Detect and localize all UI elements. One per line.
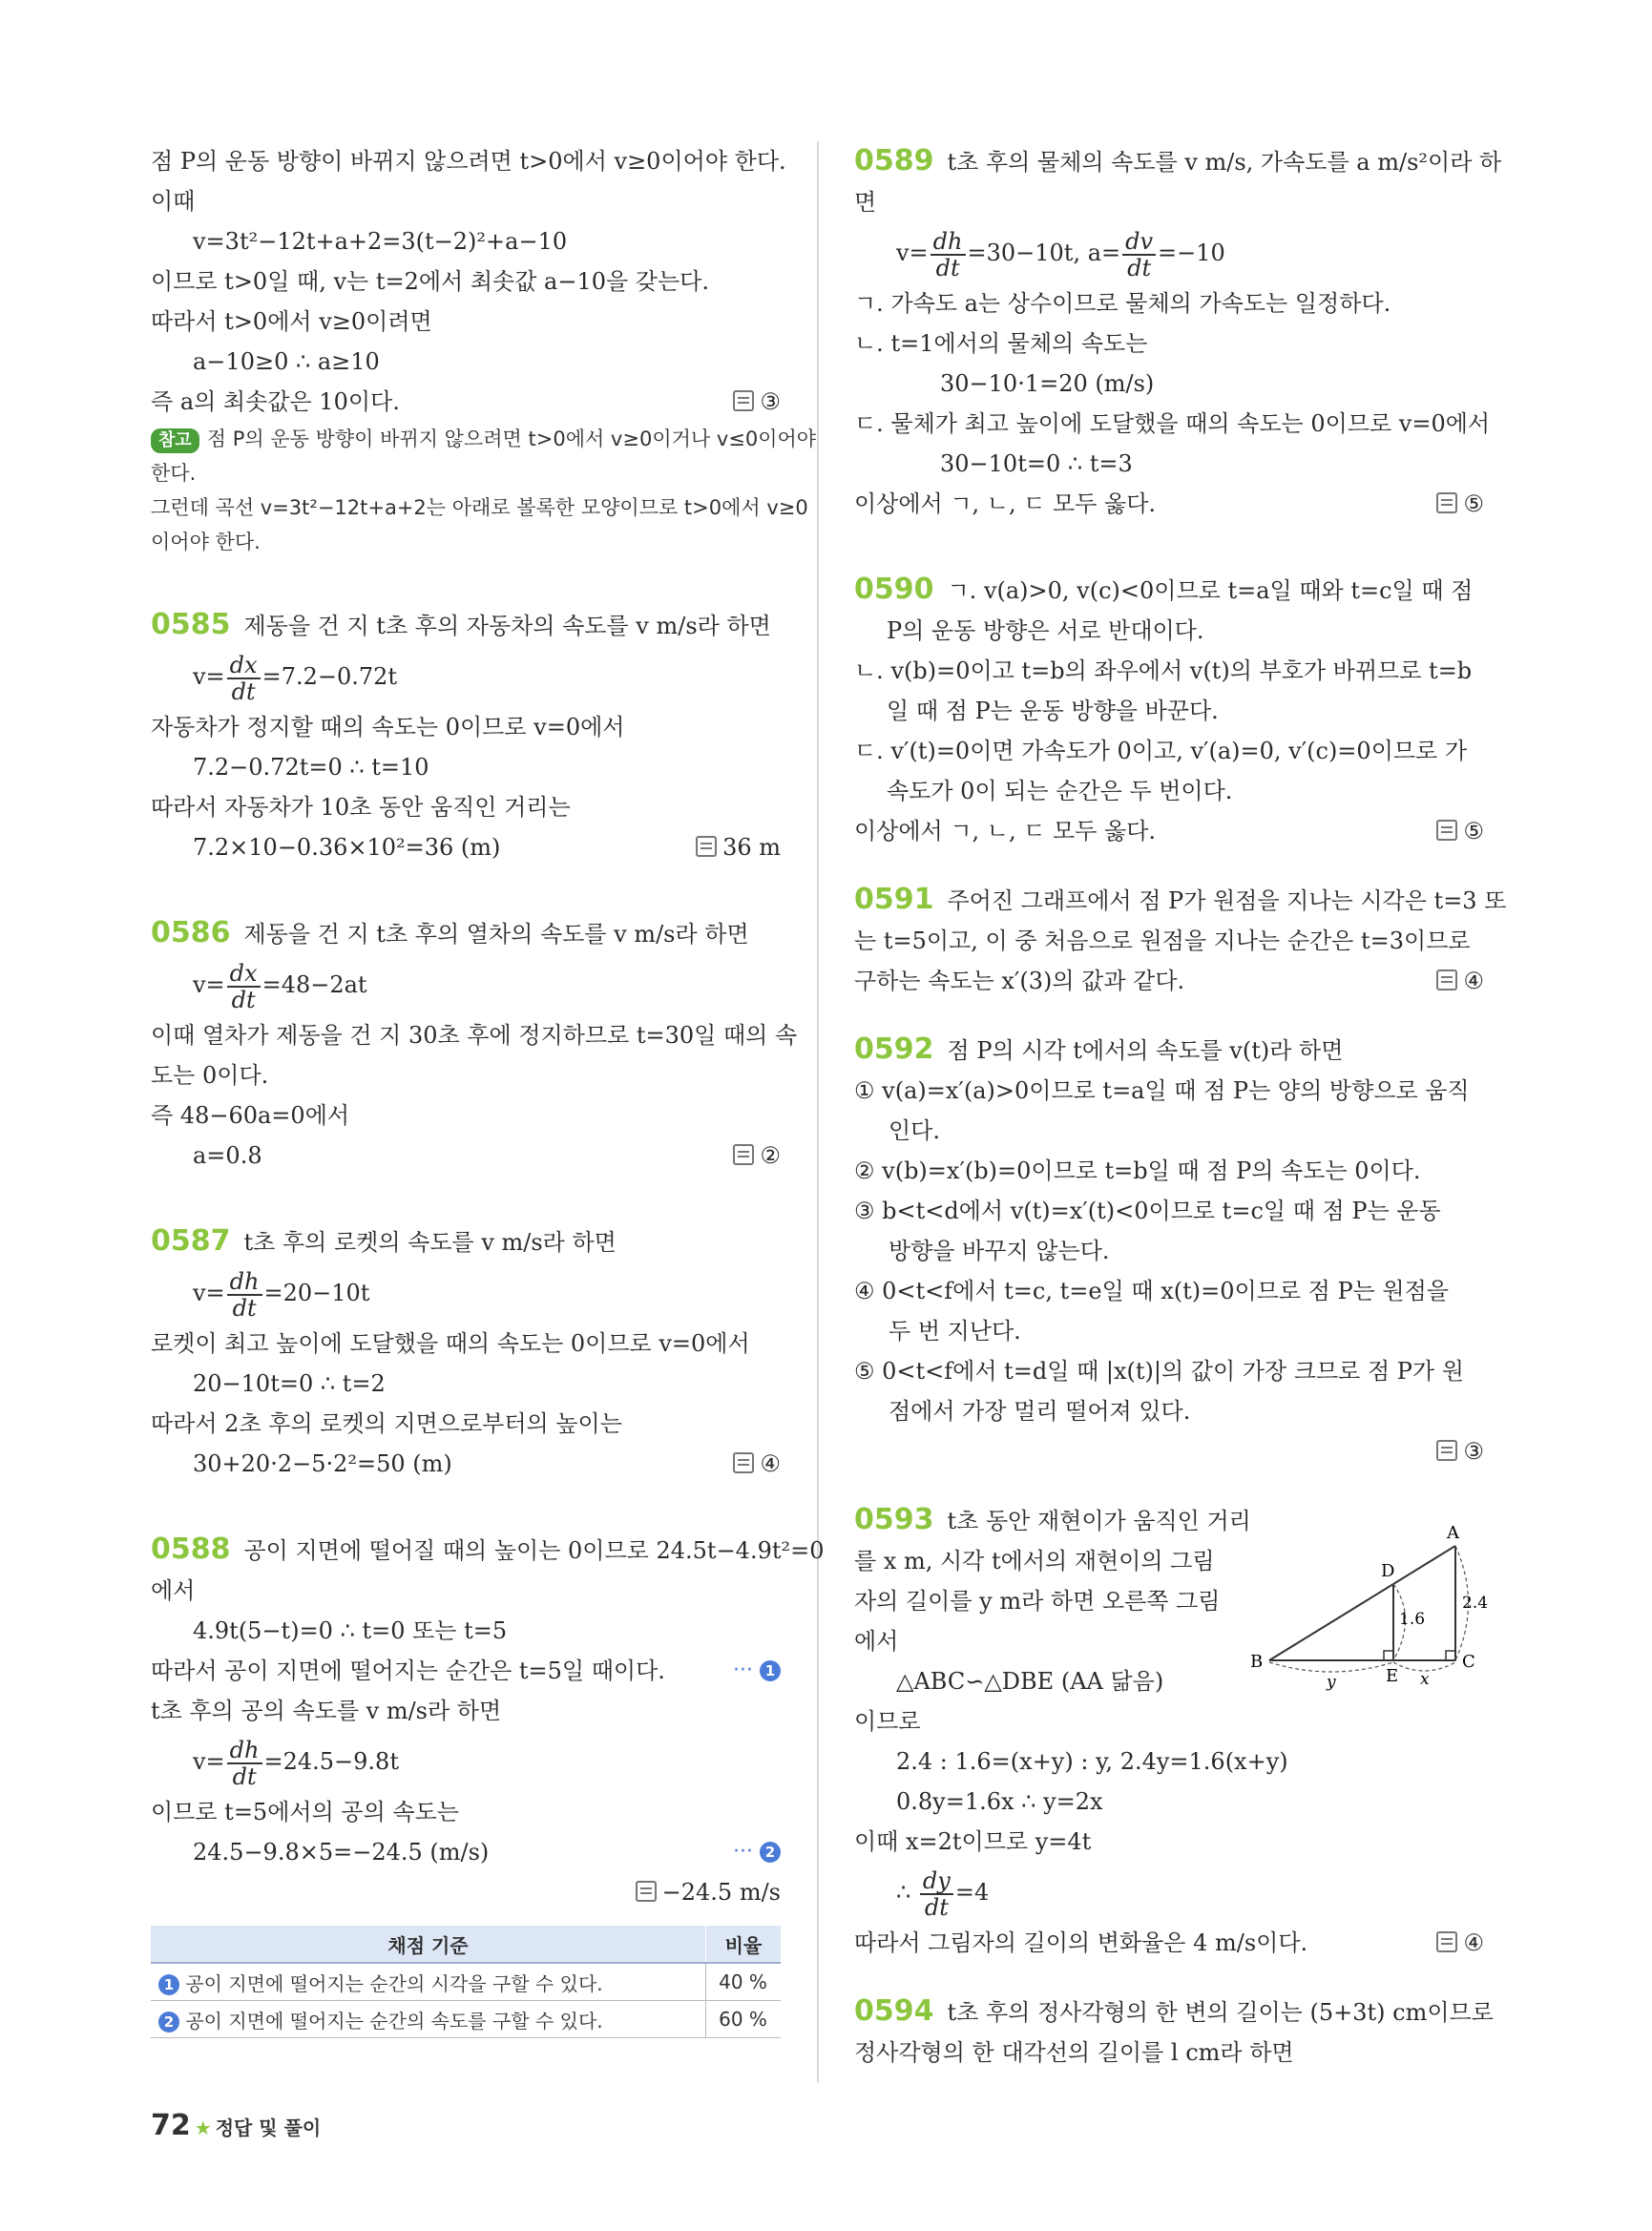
problem-text: 제동을 건 지 t초 후의 열차의 속도를 v m/s라 하면	[243, 921, 749, 948]
problem-0585-formula	[151, 646, 781, 707]
problem-0593-line: 이므로	[854, 1708, 921, 1735]
answer-mark	[733, 1136, 781, 1176]
problem-0589-line: ㄴ. t=1에서의 물체의 속도는	[854, 330, 1148, 357]
label-y: y	[1327, 1673, 1336, 1692]
answer-icon	[733, 1144, 754, 1165]
problem-text: 주어진 그래프에서 점 P가 원점을 지나는 시각은 t=3 또	[947, 887, 1507, 914]
problem-0593-line: 자의 길이를 y m라 하면 오른쪽 그림	[854, 1588, 1221, 1615]
problem-text: t초 후의 로켓의 속도를 v m/s라 하면	[243, 1229, 617, 1256]
ratio-cell: 60 %	[706, 2001, 782, 2038]
hypotenuse-line	[1269, 1546, 1455, 1660]
problem-0593-line: △ABC∽△DBE (AA 닮음)	[896, 1668, 1164, 1695]
problem-text: 이상에서 ㄱ, ㄴ, ㄷ 모두 옳다.	[854, 818, 1157, 844]
problem-0592-line: ④ 0<t<f에서 t=c, t=e일 때 x(t)=0이므로 점 P는 원점을	[854, 1278, 1449, 1304]
problem-0586-line: 도는 0이다.	[151, 1062, 269, 1089]
problem-0591-header	[854, 880, 1507, 921]
fraction-denominator: dt	[231, 986, 256, 1013]
fraction-denominator: dt	[231, 678, 256, 705]
problem-text: 구하는 속도는 x′(3)의 값과 같다.	[854, 968, 1185, 994]
answer-value: ⑤	[1463, 490, 1484, 517]
criteria-text: 공이 지면에 떨어지는 순간의 속도를 구할 수 있다.	[185, 2009, 603, 2033]
formula-rhs: =−10	[1158, 240, 1225, 266]
formula-rhs: =20−10t	[263, 1280, 370, 1306]
label-e: E	[1386, 1666, 1399, 1686]
formula-rhs: =24.5−9.8t	[263, 1748, 399, 1775]
formula-lhs: v=	[193, 1748, 225, 1775]
intro-line-7	[151, 382, 781, 422]
problem-0587-formula	[151, 1262, 781, 1324]
answer-icon	[636, 1881, 657, 1902]
fraction-numerator: dh	[931, 229, 966, 256]
criteria-cell	[151, 1963, 706, 2001]
problem-0592-answer-line	[854, 1431, 1484, 1471]
answer-value: 36 m	[722, 834, 781, 861]
page-footer	[151, 2109, 321, 2142]
problem-0590-line: 일 때 점 P는 운동 방향을 바꾼다.	[887, 698, 1219, 724]
problem-0592-line: 점에서 가장 멀리 떨어져 있다.	[889, 1398, 1191, 1425]
problem-0586-header	[151, 913, 781, 954]
problem-0589-line: 30−10·1=20 (m/s)	[940, 370, 1155, 397]
criteria-number: 2	[158, 2012, 179, 2033]
formula-lhs: v=	[193, 1280, 225, 1306]
fraction-denominator: dt	[935, 254, 960, 281]
fraction-denominator: dt	[232, 1762, 257, 1790]
problem-0592-line: ③ b<t<d에서 v(t)=x′(t)<0이므로 t=c일 때 점 P는 운동	[854, 1198, 1441, 1224]
problem-text: ㄱ. v(a)>0, v(c)<0이므로 t=a일 때와 t=c일 때 점	[947, 577, 1474, 604]
problem-0586-line	[151, 1136, 781, 1176]
criteria-number: 1	[158, 1974, 179, 1995]
intro-conclusion: 즉 a의 최솟값은 10이다.	[151, 388, 400, 415]
similar-triangles-figure	[1241, 1517, 1498, 1699]
problem-0594-line: 정사각형의 한 대각선의 길이를 l cm라 하면	[854, 2039, 1294, 2066]
label-d: D	[1381, 1561, 1395, 1581]
problem-0589-header	[854, 141, 1502, 182]
fraction	[920, 1868, 953, 1920]
problem-0588-answer-line	[151, 1872, 781, 1912]
problem-0588-formula	[151, 1731, 781, 1792]
note-text: 점 P의 운동 방향이 바뀌지 않으려면 t>0에서 v≥0이거나 v≤0이어야	[206, 427, 817, 450]
problem-number: 0593	[854, 1503, 934, 1536]
problem-0592-line: 방향을 바꾸지 않는다.	[889, 1238, 1110, 1264]
step-marker-1	[733, 1651, 781, 1691]
answer-value: ④	[1463, 968, 1484, 994]
problem-0587-line	[151, 1444, 781, 1484]
answer-mark	[1436, 1431, 1484, 1471]
problem-number: 0585	[151, 608, 231, 641]
step-arrow: ···	[733, 1840, 753, 1864]
problem-0592-line: ⑤ 0<t<f에서 t=d일 때 |x(t)|의 값이 가장 크므로 점 P가 원	[854, 1358, 1464, 1385]
answer-icon	[1436, 492, 1457, 513]
footer-title: 정답 및 풀이	[215, 2116, 322, 2139]
right-angle-mark-e	[1384, 1651, 1393, 1660]
step-number: 2	[760, 1842, 781, 1863]
label-x: x	[1420, 1670, 1430, 1689]
fraction-numerator: dy	[920, 1868, 953, 1895]
problem-text: 이상에서 ㄱ, ㄴ, ㄷ 모두 옳다.	[854, 490, 1157, 517]
criteria-header: 채점 기준	[151, 1926, 706, 1963]
problem-0588-line	[151, 1832, 781, 1872]
problem-0588-line: 4.9t(5−t)=0 ∴ t=0 또는 t=5	[193, 1617, 508, 1644]
problem-number: 0586	[151, 916, 231, 949]
answer-value: ③	[760, 388, 781, 415]
answer-icon	[733, 390, 754, 411]
fraction-denominator: dt	[1127, 254, 1152, 281]
note-line-2: 한다.	[151, 462, 197, 485]
problem-0593-line	[854, 1923, 1484, 1963]
formula-lhs: v=	[193, 663, 225, 690]
answer-mark	[1436, 961, 1484, 1001]
fraction-numerator: dv	[1122, 229, 1156, 256]
problem-text: 제동을 건 지 t초 후의 자동차의 속도를 v m/s라 하면	[243, 613, 771, 639]
problem-text: 점 P의 시각 t에서의 속도를 v(t)라 하면	[947, 1037, 1344, 1064]
answer-value: −24.5 m/s	[661, 1879, 781, 1906]
fraction-denominator: dt	[924, 1893, 949, 1921]
problem-0594-header	[854, 1991, 1494, 2033]
problem-0593-line: 를 x m, 시각 t에서의 재현이의 그림	[854, 1548, 1215, 1574]
answer-value: ④	[760, 1450, 781, 1477]
problem-0592-header	[854, 1030, 1484, 1071]
answer-icon	[733, 1452, 754, 1473]
problem-0592-line: ① v(a)=x′(a)>0이므로 t=a일 때 점 P는 양의 방향으로 움직	[854, 1077, 1470, 1104]
problem-0589-line: 면	[854, 189, 877, 216]
step-arrow: ···	[733, 1658, 753, 1682]
answer-mark	[733, 1444, 781, 1484]
problem-0590-header	[854, 570, 1484, 611]
problem-0593-line: 에서	[854, 1628, 899, 1655]
problem-0591-line: 는 t=5이고, 이 중 처음으로 원점을 지나는 순간은 t=3이므로	[854, 928, 1471, 954]
column-divider	[817, 141, 819, 2083]
fraction-numerator: dh	[227, 1269, 262, 1296]
problem-text: 공이 지면에 떨어질 때의 높이는 0이므로 24.5t−4.9t²=0	[243, 1537, 825, 1564]
problem-0585-line: 7.2−0.72t=0 ∴ t=10	[193, 754, 429, 781]
problem-text: 따라서 공이 지면에 떨어지는 순간은 t=5일 때이다.	[151, 1658, 665, 1684]
problem-0589-line: ㄷ. 물체가 최고 높이에 도달했을 때의 속도는 0이므로 v=0에서	[854, 410, 1491, 437]
problem-0585-line: 따라서 자동차가 10초 동안 움직인 거리는	[151, 794, 571, 821]
problem-text: t초 후의 물체의 속도를 v m/s, 가속도를 a m/s²이라 하	[947, 149, 1502, 176]
formula-rhs: =4	[954, 1879, 990, 1906]
step-number: 1	[760, 1660, 781, 1681]
intro-line-1: 점 P의 운동 방향이 바뀌지 않으려면 t>0에서 v≥0이어야 한다.	[151, 148, 786, 175]
note-tag: 참고	[151, 428, 199, 453]
intro-line-3: v=3t²−12t+a+2=3(t−2)²+a−10	[193, 228, 568, 255]
answer-value: ③	[1463, 1438, 1484, 1465]
problem-0590-line	[854, 811, 1484, 851]
note-line-1	[151, 422, 817, 456]
problem-0588-line: 이므로 t=5에서의 공의 속도는	[151, 1799, 459, 1825]
fraction	[1122, 229, 1156, 281]
answer-icon	[1436, 820, 1457, 841]
formula-middle: =30−10t, a=	[967, 240, 1121, 266]
fraction	[931, 229, 966, 281]
fraction-numerator: dh	[227, 1738, 262, 1764]
problem-text: t초 동안 재현이가 움직인 거리	[947, 1508, 1251, 1534]
ratio-header: 비율	[706, 1926, 782, 1963]
intro-line-2: 이때	[151, 188, 196, 215]
problem-0590-line: ㄷ. v′(t)=0이면 가속도가 0이고, v′(a)=0, v′(c)=0이므로 가	[854, 738, 1468, 764]
label-a: A	[1447, 1523, 1459, 1543]
fraction	[227, 1269, 262, 1321]
problem-text: 7.2×10−0.36×10²=36 (m)	[193, 834, 501, 861]
problem-0592-line: 두 번 지난다.	[889, 1318, 1021, 1345]
problem-0586-line: 이때 열차가 제동을 건 지 30초 후에 정지하므로 t=30일 때의 속	[151, 1022, 798, 1049]
fraction	[227, 1738, 262, 1789]
problem-0591-line	[854, 961, 1484, 1001]
problem-0589-line: ㄱ. 가속도 a는 상수이므로 물체의 가속도는 일정하다.	[854, 290, 1391, 317]
answer-mark	[1436, 484, 1484, 524]
problem-0590-line: 속도가 0이 되는 순간은 두 번이다.	[887, 778, 1233, 804]
problem-0588-line	[151, 1651, 781, 1691]
label-b: B	[1250, 1652, 1264, 1672]
problem-number: 0587	[151, 1224, 231, 1258]
problem-0587-line: 로켓이 최고 높이에 도달했을 때의 속도는 0이므로 v=0에서	[151, 1330, 750, 1357]
star-icon: ★	[194, 2116, 212, 2139]
answer-value: ④	[1463, 1929, 1484, 1956]
answer-icon	[696, 836, 717, 857]
fraction	[227, 961, 261, 1012]
problem-text: 따라서 그림자의 길이의 변화율은 4 m/s이다.	[854, 1929, 1308, 1956]
formula-lhs: ∴	[896, 1879, 918, 1906]
answer-mark	[1436, 811, 1484, 851]
left-column	[151, 141, 825, 2038]
problem-number: 0588	[151, 1533, 231, 1566]
problem-0588-header	[151, 1530, 825, 1571]
problem-text: a=0.8	[193, 1142, 262, 1169]
right-angle-mark-c	[1446, 1651, 1455, 1660]
problem-text: 24.5−9.8×5=−24.5 (m/s)	[193, 1839, 490, 1866]
intro-line-6: a−10≥0 ∴ a≥10	[193, 348, 380, 375]
problem-0593-formula	[854, 1862, 1484, 1923]
label-c: C	[1462, 1652, 1475, 1672]
page-number: 72	[151, 2109, 191, 2142]
problem-0592-line: 인다.	[889, 1117, 940, 1144]
problem-0593-line: 2.4 : 1.6=(x+y) : y, 2.4y=1.6(x+y)	[896, 1748, 1288, 1775]
answer-value: ②	[760, 1142, 781, 1169]
label-height-big: 2.4	[1462, 1594, 1489, 1613]
formula-rhs: =48−2at	[261, 971, 367, 998]
problem-0590-line: P의 운동 방향은 서로 반대이다.	[887, 617, 1204, 644]
problem-number: 0589	[854, 144, 934, 177]
answer-icon	[1436, 970, 1457, 990]
problem-0590-line: ㄴ. v(b)=0이고 t=b의 좌우에서 v(t)의 부호가 바뀌므로 t=b	[854, 657, 1473, 684]
step-marker-2	[733, 1832, 781, 1872]
criteria-cell	[151, 2001, 706, 2038]
answer-value: ⑤	[1463, 818, 1484, 844]
answer-mark	[696, 827, 781, 867]
scoring-table	[151, 1926, 781, 2038]
answer-icon	[1436, 1931, 1457, 1952]
problem-0588-line: t초 후의 공의 속도를 v m/s라 하면	[151, 1698, 502, 1724]
formula-rhs: =7.2−0.72t	[261, 663, 398, 690]
problem-0586-line: 즉 48−60a=0에서	[151, 1102, 350, 1129]
problem-0589-formula	[854, 222, 1484, 283]
y-brace	[1269, 1662, 1393, 1672]
problem-text: t초 후의 정사각형의 한 변의 길이는 (5+3t) cm이므로	[947, 1999, 1494, 2026]
formula-lhs: v=	[193, 971, 225, 998]
problem-0585-line: 자동차가 정지할 때의 속도는 0이므로 v=0에서	[151, 714, 625, 740]
fraction-denominator: dt	[232, 1294, 257, 1322]
answer-icon	[1436, 1440, 1457, 1461]
table-row	[151, 2001, 781, 2038]
note-line-3: 그런데 곡선 v=3t²−12t+a+2는 아래로 볼록한 모양이므로 t>0에서 v≥0	[151, 496, 808, 519]
problem-number: 0590	[854, 573, 934, 606]
problem-0588-line: 에서	[151, 1577, 196, 1604]
fraction-numerator: dx	[227, 961, 261, 988]
intro-line-4: 이므로 t>0일 때, v는 t=2에서 최솟값 a−10을 갖는다.	[151, 268, 709, 295]
table-row	[151, 1963, 781, 2001]
problem-number: 0591	[854, 883, 934, 916]
fraction	[227, 653, 261, 704]
criteria-text: 공이 지면에 떨어지는 순간의 시각을 구할 수 있다.	[185, 1971, 603, 1995]
fraction-numerator: dx	[227, 653, 261, 679]
problem-0589-line: 30−10t=0 ∴ t=3	[940, 450, 1133, 477]
problem-0593-line: 0.8y=1.6x ∴ y=2x	[896, 1788, 1103, 1815]
problem-0587-line: 따라서 2초 후의 로켓의 지면으로부터의 높이는	[151, 1410, 622, 1437]
problem-0593-line: 이때 x=2t이므로 y=4t	[854, 1828, 1092, 1855]
problem-number: 0594	[854, 1994, 934, 2028]
problem-0592-line: ② v(b)=x′(b)=0이므로 t=b일 때 점 P의 속도는 0이다.	[854, 1157, 1421, 1184]
intro-line-5: 따라서 t>0에서 v≥0이려면	[151, 308, 432, 335]
problem-0587-line: 20−10t=0 ∴ t=2	[193, 1370, 386, 1397]
answer-mark	[636, 1872, 781, 1912]
problem-0586-formula	[151, 954, 781, 1015]
problem-0589-line	[854, 484, 1484, 524]
right-column	[854, 141, 1507, 2073]
note-line-4: 이어야 한다.	[151, 531, 261, 553]
problem-0587-header	[151, 1221, 781, 1262]
answer-mark	[733, 382, 781, 422]
ratio-cell: 40 %	[706, 1963, 782, 2001]
problem-number: 0592	[854, 1032, 934, 1066]
problem-0585-line	[151, 827, 781, 867]
formula-lhs: v=	[896, 240, 929, 266]
problem-0585-header	[151, 605, 781, 646]
problem-text: 30+20·2−5·2²=50 (m)	[193, 1450, 452, 1477]
label-height-small: 1.6	[1399, 1610, 1426, 1629]
answer-mark	[1436, 1923, 1484, 1963]
